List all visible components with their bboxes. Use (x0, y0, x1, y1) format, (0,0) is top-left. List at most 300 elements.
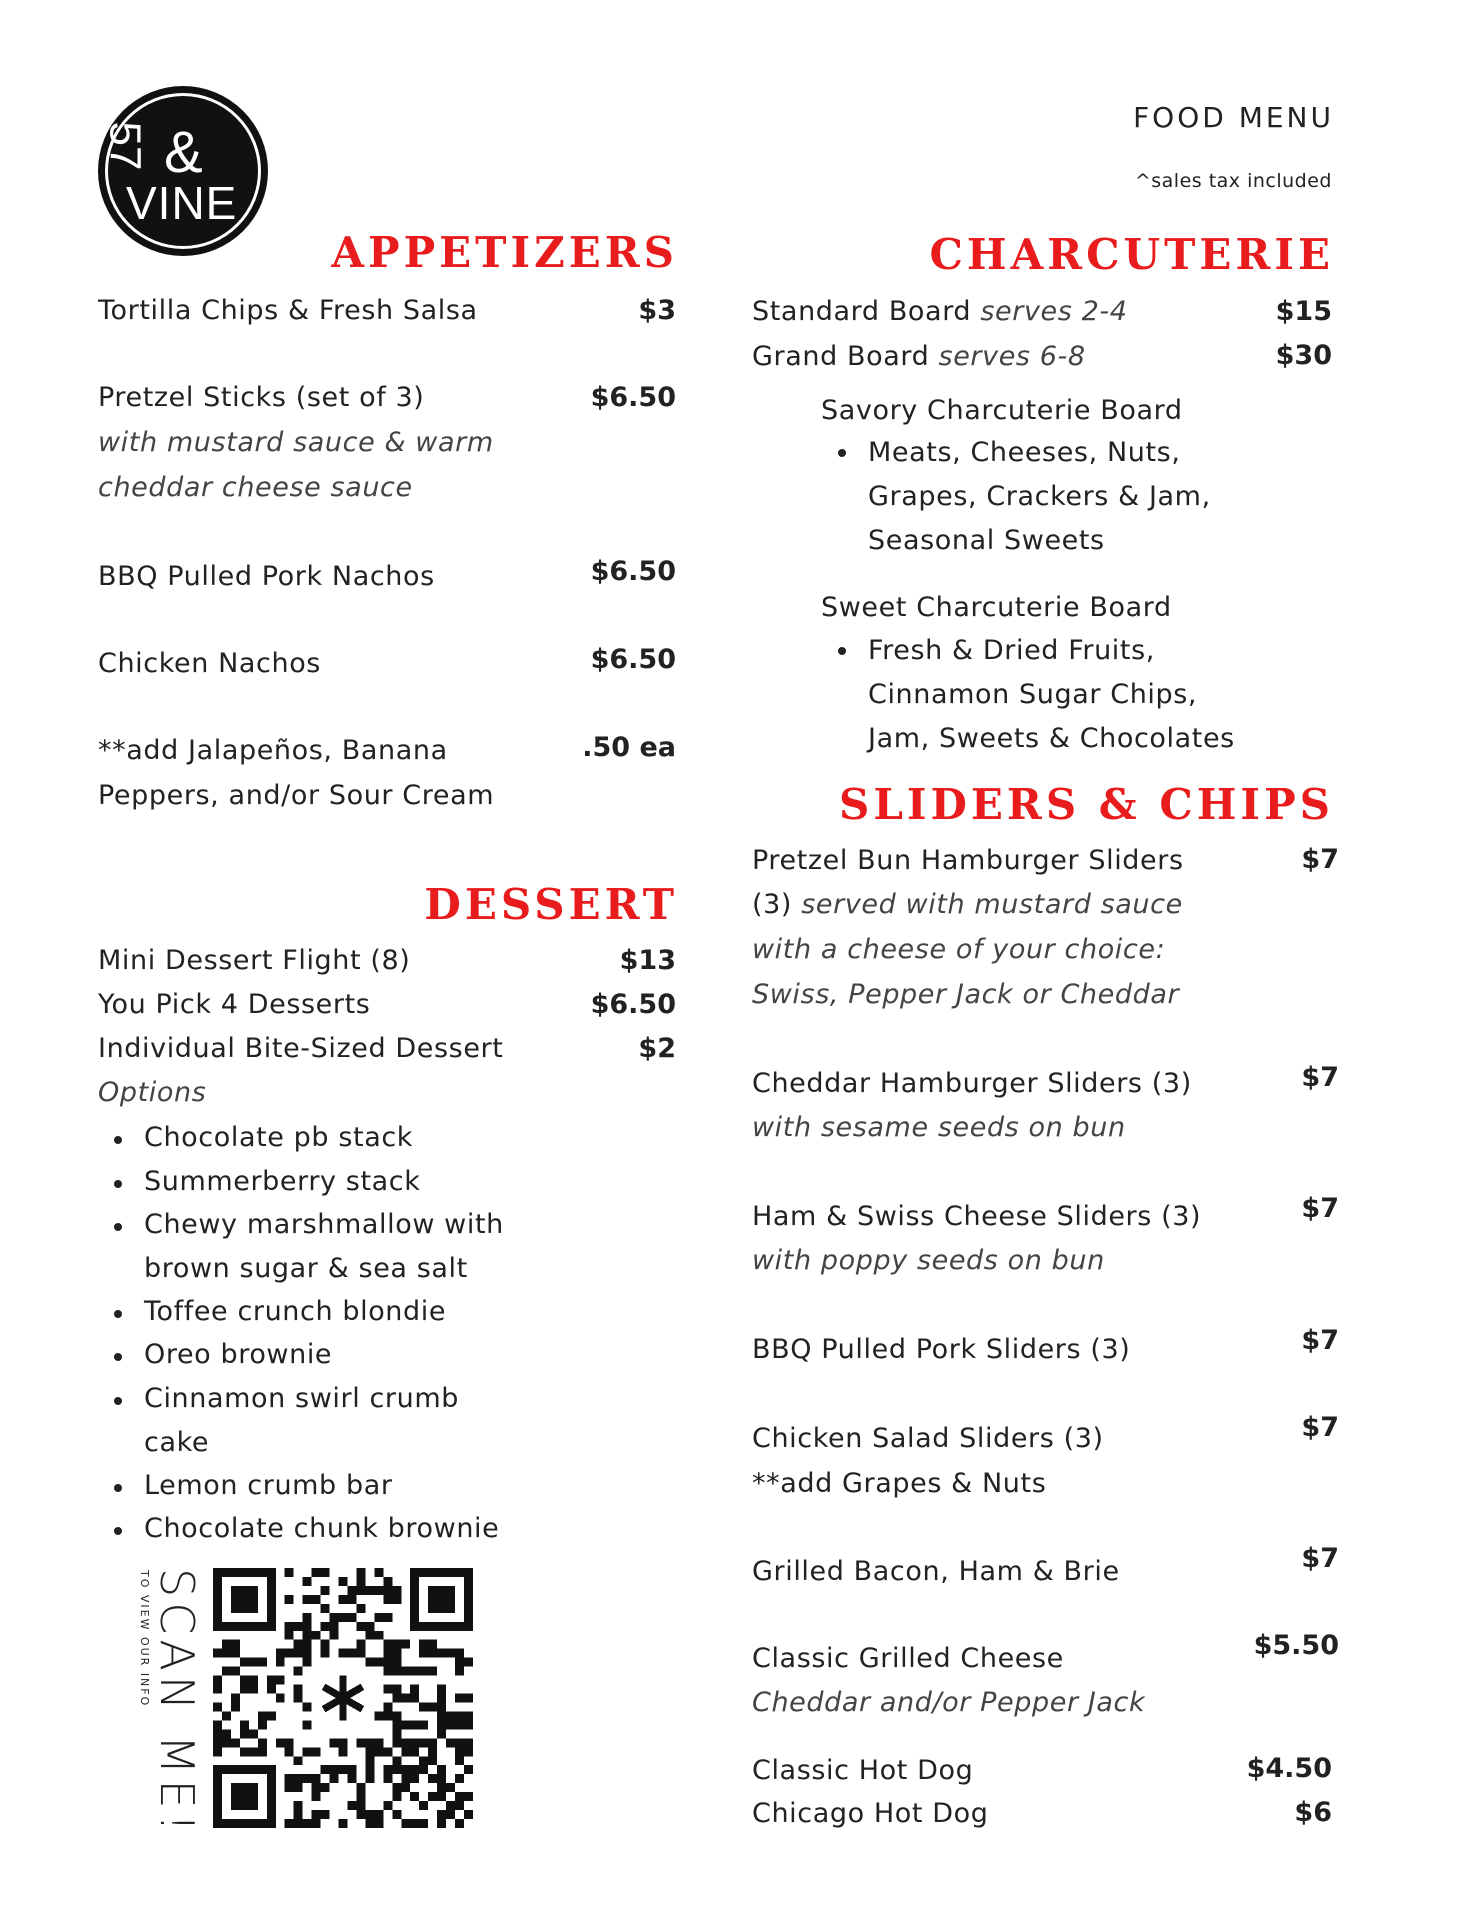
qr-module (401, 1694, 410, 1703)
qr-module (303, 1631, 312, 1640)
qr-module (267, 1792, 276, 1801)
qr-module (240, 1595, 249, 1604)
qr-module (356, 1568, 365, 1577)
qr-module (464, 1622, 473, 1631)
scan-me-label: SCAN ME! (150, 1568, 204, 1838)
qr-module (312, 1631, 321, 1640)
qr-module (231, 1586, 240, 1595)
qr-module (267, 1774, 276, 1783)
qr-module (392, 1792, 401, 1801)
menu-item-description: Cheddar and/or Pepper Jack (752, 1687, 1146, 1718)
logo-number: 57 (100, 121, 150, 171)
qr-module (213, 1613, 222, 1622)
qr-module (464, 1568, 473, 1577)
qr-module (437, 1774, 446, 1783)
qr-module (240, 1622, 249, 1631)
qr-module (365, 1819, 374, 1828)
qr-module (267, 1783, 276, 1792)
qr-module (276, 1676, 285, 1685)
menu-item-name (752, 298, 1127, 325)
qr-module (455, 1649, 464, 1658)
qr-module (249, 1792, 258, 1801)
menu-item-description: with a cheese of your choice: (752, 934, 1166, 965)
qr-module (213, 1801, 222, 1810)
qr-module (410, 1774, 419, 1783)
qr-module (455, 1792, 464, 1801)
qr-module (294, 1640, 303, 1649)
qr-module (231, 1604, 240, 1613)
qr-module (222, 1819, 231, 1828)
qr-module (312, 1810, 321, 1819)
qr-module (339, 1649, 348, 1658)
qr-module (356, 1604, 365, 1613)
dessert-heading: DESSERT (424, 880, 678, 929)
menu-item-count: (3) (752, 889, 793, 920)
list-item: Chocolate pb stack (144, 1122, 414, 1153)
menu-item-description (752, 891, 1183, 918)
menu-item-name: Classic Grilled Cheese (752, 1643, 1064, 1674)
qr-module (401, 1738, 410, 1747)
qr-module (401, 1720, 410, 1729)
qr-code[interactable] (213, 1568, 473, 1828)
qr-module (392, 1711, 401, 1720)
qr-module (383, 1577, 392, 1586)
qr-module (365, 1774, 374, 1783)
list-item: Summerberry stack (144, 1166, 421, 1197)
qr-module (303, 1622, 312, 1631)
qr-module (222, 1640, 231, 1649)
qr-module (437, 1649, 446, 1658)
qr-module (303, 1819, 312, 1828)
qr-module (303, 1577, 312, 1586)
qr-module (437, 1792, 446, 1801)
qr-module (356, 1640, 365, 1649)
qr-module (347, 1613, 356, 1622)
qr-module (267, 1604, 276, 1613)
qr-module (365, 1586, 374, 1595)
qr-module (401, 1774, 410, 1783)
qr-module (258, 1747, 267, 1756)
qr-module (276, 1694, 285, 1703)
qr-module (294, 1667, 303, 1676)
qr-module (392, 1685, 401, 1694)
qr-module (464, 1765, 473, 1774)
qr-module (356, 1586, 365, 1595)
qr-module (428, 1747, 437, 1756)
qr-module (401, 1783, 410, 1792)
qr-module (410, 1819, 419, 1828)
qr-module (464, 1738, 473, 1747)
bullet (838, 449, 846, 457)
qr-module (392, 1738, 401, 1747)
qr-module (240, 1729, 249, 1738)
board-contents: Grapes, Crackers & Jam, (868, 481, 1211, 512)
list-item: Lemon crumb bar (144, 1470, 393, 1501)
qr-module (249, 1783, 258, 1792)
bullet (114, 1353, 122, 1361)
qr-module (419, 1765, 428, 1774)
qr-module (464, 1792, 473, 1801)
qr-module (446, 1595, 455, 1604)
qr-module (383, 1667, 392, 1676)
qr-module (428, 1595, 437, 1604)
qr-module (267, 1568, 276, 1577)
qr-module (213, 1685, 222, 1694)
qr-module (401, 1765, 410, 1774)
qr-module (240, 1586, 249, 1595)
bullet (114, 1180, 122, 1188)
menu-item-name-text: Grand Board (752, 341, 930, 372)
qr-module (374, 1613, 383, 1622)
qr-module (213, 1595, 222, 1604)
qr-module (374, 1711, 383, 1720)
menu-item-name: Individual Bite-Sized Dessert (98, 1033, 504, 1064)
qr-module (231, 1819, 240, 1828)
qr-module (258, 1765, 267, 1774)
qr-module (419, 1649, 428, 1658)
qr-module (383, 1702, 392, 1711)
menu-item-name: Pretzel Bun Hamburger Sliders (752, 845, 1184, 876)
qr-module (213, 1586, 222, 1595)
qr-module (347, 1649, 356, 1658)
qr-module (356, 1622, 365, 1631)
qr-module (258, 1568, 267, 1577)
qr-module (222, 1711, 231, 1720)
qr-module (312, 1819, 321, 1828)
menu-item-price: $15 (1275, 296, 1332, 327)
qr-module (321, 1586, 330, 1595)
qr-module (419, 1622, 428, 1631)
qr-module (383, 1640, 392, 1649)
qr-module (428, 1756, 437, 1765)
options-label: Options (98, 1077, 207, 1108)
qr-module (276, 1738, 285, 1747)
qr-module (410, 1765, 419, 1774)
qr-module (356, 1577, 365, 1586)
menu-item-name: Ham & Swiss Cheese Sliders (3) (752, 1201, 1202, 1232)
qr-module (258, 1658, 267, 1667)
qr-module (249, 1604, 258, 1613)
menu-item-price: $3 (638, 295, 676, 326)
qr-module (356, 1810, 365, 1819)
qr-module (312, 1595, 321, 1604)
qr-module (464, 1604, 473, 1613)
qr-module (401, 1667, 410, 1676)
qr-module (285, 1738, 294, 1747)
qr-module (339, 1765, 348, 1774)
qr-module (231, 1702, 240, 1711)
bullet (114, 1527, 122, 1535)
qr-module (455, 1694, 464, 1703)
qr-module (294, 1819, 303, 1828)
qr-module (437, 1765, 446, 1774)
qr-module (240, 1801, 249, 1810)
qr-module (231, 1568, 240, 1577)
qr-module (267, 1577, 276, 1586)
menu-item-price: $7 (1301, 1062, 1339, 1093)
qr-module (330, 1622, 339, 1631)
qr-module (339, 1747, 348, 1756)
qr-module (330, 1613, 339, 1622)
qr-module (240, 1568, 249, 1577)
qr-module (330, 1765, 339, 1774)
qr-module (392, 1667, 401, 1676)
qr-module (383, 1774, 392, 1783)
qr-module (222, 1729, 231, 1738)
qr-module (321, 1568, 330, 1577)
qr-module (258, 1819, 267, 1828)
qr-module (240, 1676, 249, 1685)
menu-item-name: Peppers, and/or Sour Cream (98, 780, 495, 811)
qr-module (464, 1658, 473, 1667)
qr-module (213, 1819, 222, 1828)
qr-module (410, 1792, 419, 1801)
qr-module (410, 1747, 419, 1756)
qr-module (303, 1658, 312, 1667)
qr-module (455, 1568, 464, 1577)
qr-module (383, 1613, 392, 1622)
menu-item-name: You Pick 4 Desserts (98, 989, 371, 1020)
qr-module (267, 1810, 276, 1819)
qr-module (410, 1604, 419, 1613)
qr-module (222, 1765, 231, 1774)
menu-item-price: $6.50 (590, 556, 676, 587)
qr-module (258, 1738, 267, 1747)
menu-item-price: $7 (1301, 1412, 1339, 1443)
qr-module (428, 1667, 437, 1676)
qr-module (312, 1747, 321, 1756)
menu-item-name: BBQ Pulled Pork Sliders (3) (752, 1334, 1131, 1365)
qr-module (240, 1604, 249, 1613)
qr-module (437, 1622, 446, 1631)
qr-module (222, 1622, 231, 1631)
qr-module (321, 1640, 330, 1649)
tax-note: ^sales tax included (1134, 170, 1332, 192)
qr-module (321, 1783, 330, 1792)
qr-module (410, 1738, 419, 1747)
menu-item-name: Tortilla Chips & Fresh Salsa (98, 295, 478, 326)
qr-module (446, 1720, 455, 1729)
qr-module (321, 1649, 330, 1658)
qr-module (231, 1783, 240, 1792)
menu-item-name: Chicken Salad Sliders (3) (752, 1423, 1104, 1454)
qr-module (455, 1819, 464, 1828)
qr-module (437, 1595, 446, 1604)
qr-module (419, 1738, 428, 1747)
qr-module (213, 1774, 222, 1783)
qr-module (455, 1667, 464, 1676)
qr-module (365, 1810, 374, 1819)
board-contents: Jam, Sweets & Chocolates (868, 723, 1235, 754)
qr-module (392, 1810, 401, 1819)
qr-module (240, 1819, 249, 1828)
appetizers-heading: APPETIZERS (331, 228, 678, 277)
menu-item-price: $6.50 (590, 382, 676, 413)
logo (98, 86, 268, 256)
qr-module (365, 1622, 374, 1631)
qr-module (464, 1586, 473, 1595)
qr-module (446, 1622, 455, 1631)
qr-module (428, 1738, 437, 1747)
menu-item-name (752, 343, 1086, 370)
qr-module (446, 1801, 455, 1810)
qr-module (294, 1783, 303, 1792)
qr-module (213, 1622, 222, 1631)
qr-module (285, 1595, 294, 1604)
qr-module (231, 1622, 240, 1631)
qr-module (285, 1568, 294, 1577)
qr-module (312, 1783, 321, 1792)
qr-module (383, 1586, 392, 1595)
qr-module (213, 1649, 222, 1658)
menu-item-price: $6 (1294, 1797, 1332, 1828)
qr-module (374, 1586, 383, 1595)
qr-module (285, 1774, 294, 1783)
qr-module (303, 1613, 312, 1622)
qr-module (437, 1720, 446, 1729)
menu-item-price: $5.50 (1253, 1630, 1339, 1661)
qr-module (339, 1738, 348, 1747)
qr-module (231, 1649, 240, 1658)
qr-module (240, 1685, 249, 1694)
qr-module (303, 1774, 312, 1783)
qr-module (437, 1586, 446, 1595)
qr-module (231, 1667, 240, 1676)
qr-module (410, 1586, 419, 1595)
qr-module (401, 1819, 410, 1828)
qr-module (446, 1649, 455, 1658)
qr-module (428, 1649, 437, 1658)
qr-module (213, 1720, 222, 1729)
qr-module (321, 1622, 330, 1631)
qr-module (383, 1595, 392, 1604)
qr-module (213, 1577, 222, 1586)
qr-module (249, 1685, 258, 1694)
qr-module (374, 1810, 383, 1819)
serves-note: serves 2-4 (980, 296, 1128, 327)
qr-module (446, 1783, 455, 1792)
qr-module (231, 1765, 240, 1774)
qr-module (410, 1595, 419, 1604)
qr-module (419, 1720, 428, 1729)
qr-module (383, 1747, 392, 1756)
qr-module (267, 1685, 276, 1694)
qr-module (213, 1810, 222, 1819)
qr-module (455, 1622, 464, 1631)
menu-item-description-text: served with mustard sauce (801, 889, 1183, 920)
qr-module (213, 1702, 222, 1711)
qr-module (213, 1783, 222, 1792)
list-item: Chocolate chunk brownie (144, 1513, 500, 1544)
qr-module (267, 1622, 276, 1631)
qr-module (240, 1658, 249, 1667)
qr-module (347, 1586, 356, 1595)
qr-module (419, 1640, 428, 1649)
qr-module (374, 1658, 383, 1667)
qr-module (419, 1667, 428, 1676)
qr-module (392, 1765, 401, 1774)
qr-module (392, 1649, 401, 1658)
qr-module (356, 1801, 365, 1810)
charcuterie-heading: CHARCUTERIE (929, 230, 1334, 279)
qr-module (303, 1649, 312, 1658)
qr-module (267, 1586, 276, 1595)
qr-module (276, 1658, 285, 1667)
qr-module (249, 1801, 258, 1810)
qr-module (410, 1568, 419, 1577)
qr-module (410, 1667, 419, 1676)
qr-module (249, 1676, 258, 1685)
menu-item-price: $7 (1301, 844, 1339, 875)
qr-module (419, 1568, 428, 1577)
qr-module (428, 1792, 437, 1801)
qr-module (339, 1613, 348, 1622)
qr-module (437, 1604, 446, 1613)
qr-module (213, 1729, 222, 1738)
qr-module (231, 1738, 240, 1747)
qr-module (240, 1720, 249, 1729)
qr-module (437, 1685, 446, 1694)
qr-module (231, 1792, 240, 1801)
serves-note: serves 6-8 (938, 341, 1086, 372)
qr-module (464, 1720, 473, 1729)
menu-item-name: Grilled Bacon, Ham & Brie (752, 1556, 1120, 1587)
qr-module (401, 1747, 410, 1756)
qr-module (437, 1568, 446, 1577)
menu-item-name-text: Standard Board (752, 296, 972, 327)
qr-module (213, 1676, 222, 1685)
qr-module (222, 1738, 231, 1747)
menu-item-price: $7 (1301, 1325, 1339, 1356)
qr-module (392, 1756, 401, 1765)
qr-module (347, 1774, 356, 1783)
qr-module (410, 1622, 419, 1631)
qr-module (365, 1738, 374, 1747)
qr-module (383, 1658, 392, 1667)
qr-module (321, 1604, 330, 1613)
qr-module (464, 1747, 473, 1756)
qr-module (392, 1720, 401, 1729)
board-title: Sweet Charcuterie Board (821, 592, 1172, 623)
menu-item-price: $4.50 (1246, 1753, 1332, 1784)
qr-module (428, 1702, 437, 1711)
qr-module (374, 1568, 383, 1577)
qr-module (419, 1801, 428, 1810)
qr-module (419, 1756, 428, 1765)
qr-module (231, 1801, 240, 1810)
qr-module (347, 1765, 356, 1774)
qr-module (446, 1568, 455, 1577)
qr-module (455, 1720, 464, 1729)
qr-module (240, 1783, 249, 1792)
qr-module (294, 1756, 303, 1765)
list-item: brown sugar & sea salt (144, 1253, 468, 1284)
qr-module (410, 1685, 419, 1694)
qr-module (437, 1694, 446, 1703)
qr-module (267, 1613, 276, 1622)
board-title: Savory Charcuterie Board (821, 395, 1183, 426)
qr-module (312, 1774, 321, 1783)
menu-item-price: $6.50 (590, 989, 676, 1020)
board-contents: Cinnamon Sugar Chips, (868, 679, 1198, 710)
qr-module (455, 1756, 464, 1765)
qr-module (240, 1765, 249, 1774)
qr-module (267, 1711, 276, 1720)
qr-module (222, 1568, 231, 1577)
menu-item-description: cheddar cheese sauce (98, 472, 413, 503)
list-item: Cinnamon swirl crumb (144, 1383, 459, 1414)
qr-module (249, 1819, 258, 1828)
